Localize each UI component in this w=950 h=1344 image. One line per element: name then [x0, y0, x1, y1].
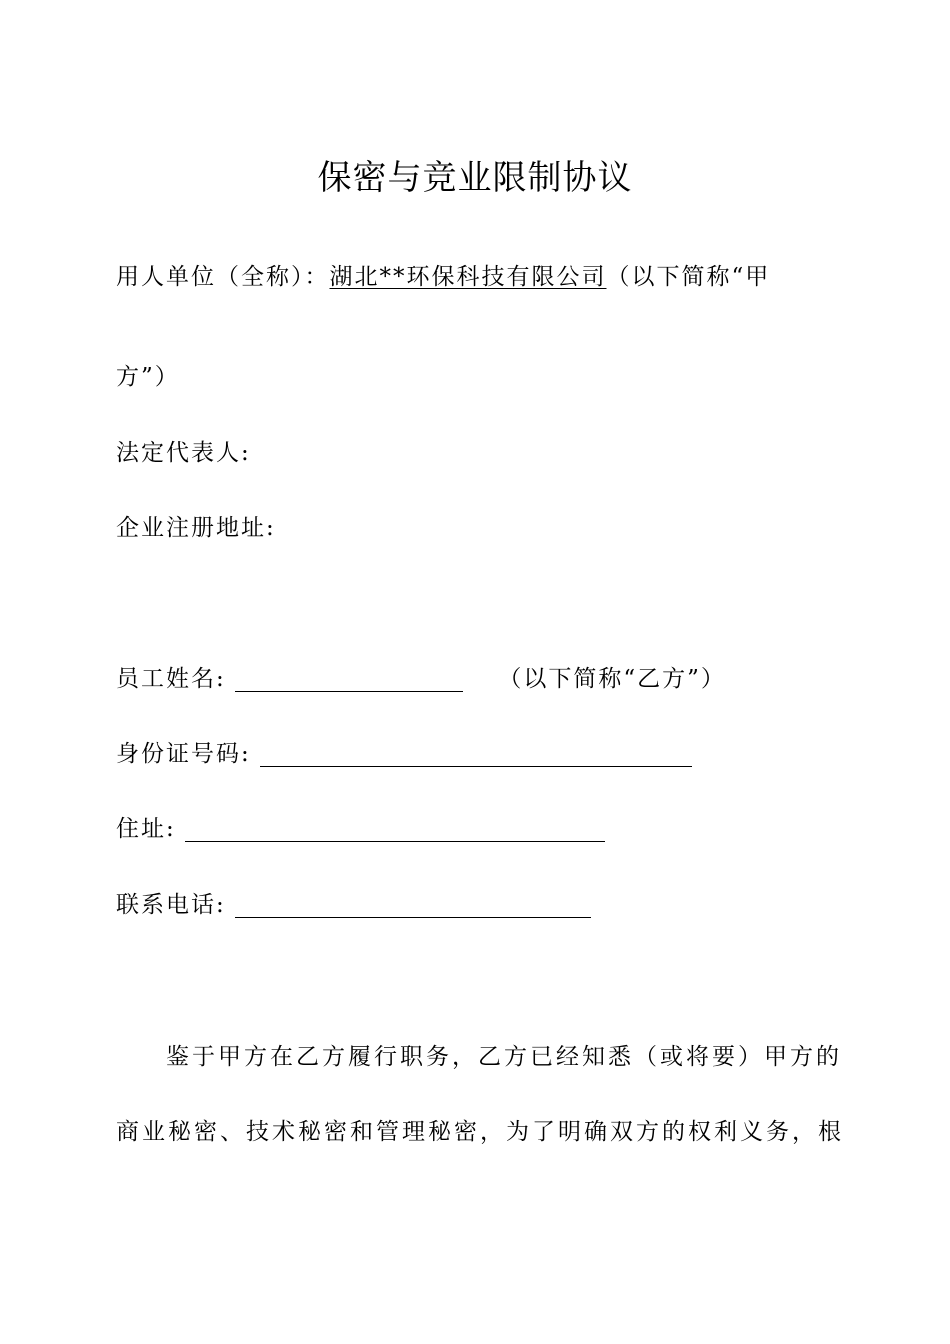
party-a-suffix: （以下简称“甲 — [606, 264, 771, 290]
employee-name-blank[interactable] — [235, 669, 463, 692]
phone-label: 联系电话: — [116, 892, 226, 918]
legal-representative-label: 法定代表人: — [116, 440, 251, 466]
party-a-label: 用人单位（全称）： — [116, 264, 330, 290]
party-a-suffix-continued: 方”） — [116, 364, 180, 390]
phone-line — [116, 886, 591, 919]
employee-name-line — [116, 660, 726, 693]
employee-name-suffix: （以下简称“乙方”） — [498, 666, 726, 692]
body-paragraph-line-2: 商业秘密、技术秘密和管理秘密，为了明确双方的权利义务，根 — [116, 1119, 844, 1145]
registered-address-label: 企业注册地址: — [116, 515, 276, 541]
body-paragraph-line-1: 鉴于甲方在乙方履行职务，乙方已经知悉（或将要）甲方的 — [166, 1044, 842, 1070]
party-a-line — [116, 258, 770, 291]
id-number-blank[interactable] — [260, 744, 692, 767]
id-number-line — [116, 735, 692, 768]
id-number-label: 身份证号码: — [116, 741, 251, 767]
document-title: 保密与竞业限制协议 — [317, 158, 633, 198]
party-a-company-name: 湖北**环保科技有限公司 — [329, 264, 607, 290]
address-label: 住址: — [116, 816, 176, 842]
address-line — [116, 810, 605, 843]
phone-blank[interactable] — [235, 895, 591, 918]
address-blank[interactable] — [185, 819, 605, 842]
employee-name-label: 员工姓名: — [116, 666, 226, 692]
